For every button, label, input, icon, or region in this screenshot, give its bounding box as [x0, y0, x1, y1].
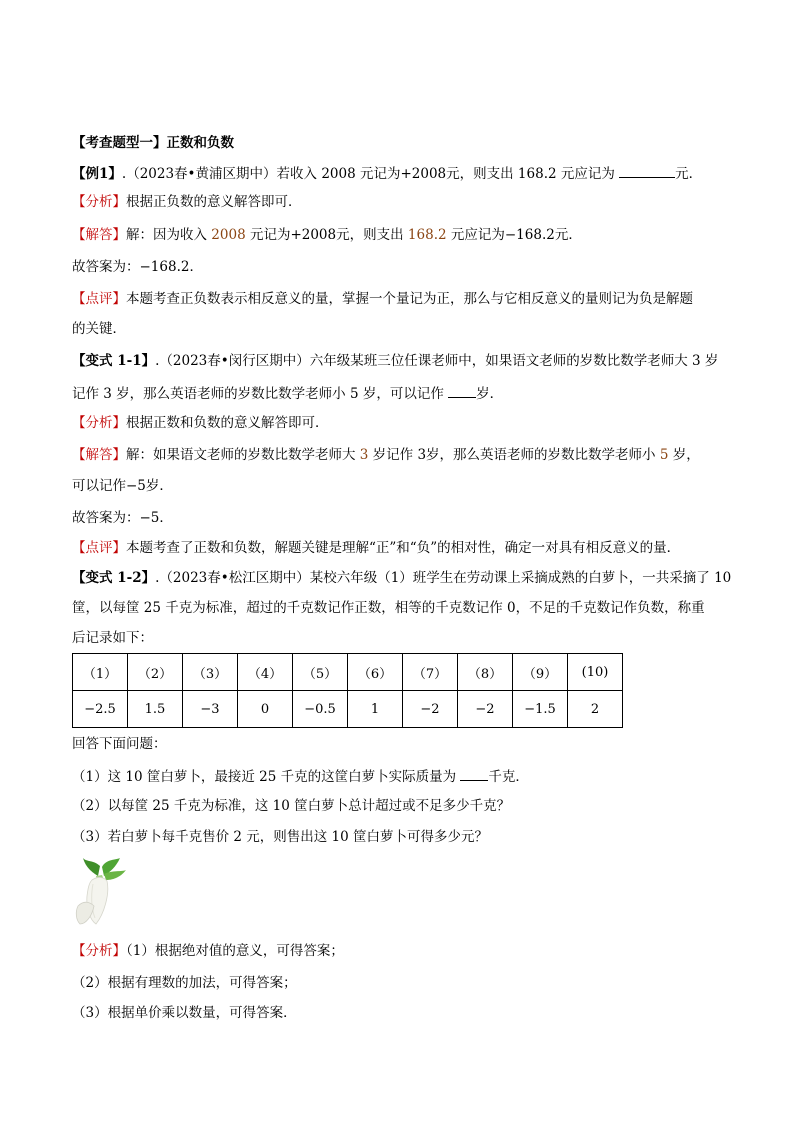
example-1-question	[72, 163, 702, 183]
analysis-text: 根据正负数的意义解答即可．	[126, 194, 302, 210]
solution-text: 解：如果语文老师的岁数比数学老师大	[126, 447, 360, 463]
solution-highlight: 5	[659, 447, 669, 463]
variant-1-2-question	[72, 569, 731, 587]
variant-1-1-question-cont	[72, 383, 503, 403]
analysis-text: （1）根据绝对值的意义，可得答案；	[126, 943, 344, 959]
section-bracket-title: 【考查题型一】	[72, 135, 167, 151]
variant-1-2-question-cont: 后记录如下：	[72, 630, 153, 646]
table-cell: −2	[458, 691, 513, 728]
section-heading	[72, 134, 234, 152]
example-1-comment-cont: 的关键．	[72, 321, 126, 337]
solution-highlight: 168.2	[407, 227, 447, 243]
example-1-source: .（2023春•黄浦区期中）	[121, 166, 277, 182]
variant-1-1-source: .（2023春•闵行区期中）	[155, 353, 310, 369]
variant-1-1-analysis	[72, 414, 329, 432]
table-cell: −3	[183, 691, 238, 728]
table-cell: 2	[568, 691, 623, 728]
table-cell: 0	[238, 691, 293, 728]
example-1-comment	[72, 290, 693, 308]
example-1-text-a: 若收入 2008 元记为+2008元，则支出 168.2 元应记为	[276, 166, 620, 182]
variant-1-2-source: .（2023春•松江区期中）	[155, 570, 310, 586]
example-1-solution	[72, 226, 582, 244]
solution-text: 岁记作 3岁，那么英语老师的岁数比数学老师小	[368, 447, 660, 463]
table-header-cell: （9）	[513, 654, 568, 691]
table-header-cell: （7）	[403, 654, 458, 691]
variant-1-2-analysis-3: （3）根据单价乘以数量，可得答案．	[72, 1005, 297, 1021]
table-cell: −0.5	[293, 691, 348, 728]
variant-1-1-tag: 【变式 1-1】	[72, 353, 156, 369]
variant-1-1-solution-cont: 可以记作−5岁．	[72, 478, 173, 494]
variant-1-1-text: 记作 3 岁，那么英语老师的岁数比数学老师小 5 岁，可以记作	[72, 386, 449, 402]
solution-text: 元应记为−168.2元．	[446, 227, 582, 243]
example-1-tag: 【例1】	[72, 166, 122, 182]
comment-tag: 【点评】	[72, 291, 126, 307]
solution-tag: 【解答】	[72, 447, 126, 463]
variant-1-1-question	[72, 352, 718, 370]
example-1-analysis	[72, 193, 302, 211]
comment-text: 本题考查正负数表示相反意义的量，掌握一个量记为正，那么与它相反意义的量则记为负是解题	[126, 291, 693, 307]
variant-1-1-text: 岁．	[476, 386, 504, 402]
questions-intro: 回答下面问题：	[72, 736, 167, 752]
analysis-text: 根据正数和负数的意义解答即可．	[126, 415, 329, 431]
variant-1-2-question-cont: 筐，以每筐 25 千克为标准，超过的千克数记作正数，相等的千克数记作 0，不足的千克数记作负数，称重	[72, 600, 705, 616]
question-text: 千克．	[488, 769, 529, 785]
table-header-cell: (10)	[568, 654, 623, 691]
white-radish-image	[74, 858, 126, 926]
solution-text: 解：因为收入	[126, 227, 212, 243]
solution-tag: 【解答】	[72, 227, 126, 243]
question-3: （3）若白萝卜每千克售价 2 元，则售出这 10 筐白萝卜可得多少元？	[72, 829, 489, 845]
variant-1-2-analysis	[72, 942, 344, 960]
question-1	[72, 766, 529, 786]
solution-highlight: 3	[359, 447, 369, 463]
table-header-cell: （6）	[348, 654, 403, 691]
comment-text: 本题考查了正数和负数，解题关键是理解“正”和“负”的相对性，确定一对具有相反意义的量．	[126, 540, 681, 556]
solution-text: 岁，	[668, 447, 700, 463]
question-2: （2）以每筐 25 千克为标准，这 10 筐白萝卜总计超过或不足多少千克？	[72, 798, 511, 814]
analysis-tag: 【分析】	[72, 415, 126, 431]
table-cell: −2.5	[73, 691, 128, 728]
answer-blank	[619, 163, 675, 178]
analysis-tag: 【分析】	[72, 194, 126, 210]
example-1-text-b: 元．	[675, 166, 703, 182]
answer-blank	[460, 766, 488, 781]
table-header-cell: （8）	[458, 654, 513, 691]
question-text: （1）这 10 筐白萝卜，最接近 25 千克的这筐白萝卜实际质量为	[72, 769, 461, 785]
table-header-row	[73, 654, 623, 691]
table-header-cell: （1）	[73, 654, 128, 691]
comment-tag: 【点评】	[72, 540, 126, 556]
table-cell: 1	[348, 691, 403, 728]
table-value-row	[73, 691, 623, 728]
table-header-cell: （4）	[238, 654, 293, 691]
table-header-cell: （2）	[128, 654, 183, 691]
table-cell: −1.5	[513, 691, 568, 728]
variant-1-1-solution	[72, 446, 700, 464]
weight-record-table	[72, 653, 623, 728]
table-header-cell: （5）	[293, 654, 348, 691]
analysis-tag: 【分析】	[72, 943, 126, 959]
solution-highlight: 2008	[211, 227, 246, 243]
variant-1-1-comment	[72, 539, 680, 557]
table-header-cell: （3）	[183, 654, 238, 691]
variant-1-1-text: 六年级某班三位任课老师中，如果语文老师的岁数比数学老师大 3 岁	[309, 353, 719, 369]
section-topic: 正数和负数	[166, 135, 234, 151]
variant-1-2-analysis-2: （2）根据有理数的加法，可得答案；	[72, 975, 297, 991]
solution-text: 元记为+2008元，则支出	[245, 227, 408, 243]
variant-1-1-answer: 故答案为：−5．	[72, 510, 173, 526]
variant-1-2-text: 某校六年级（1）班学生在劳动课上采摘成熟的白萝卜，一共采摘了 10	[309, 570, 732, 586]
answer-blank	[448, 383, 476, 398]
table-cell: 1.5	[128, 691, 183, 728]
variant-1-2-tag: 【变式 1-2】	[72, 570, 156, 586]
table-cell: −2	[403, 691, 458, 728]
example-1-answer: 故答案为：−168.2．	[72, 259, 203, 275]
